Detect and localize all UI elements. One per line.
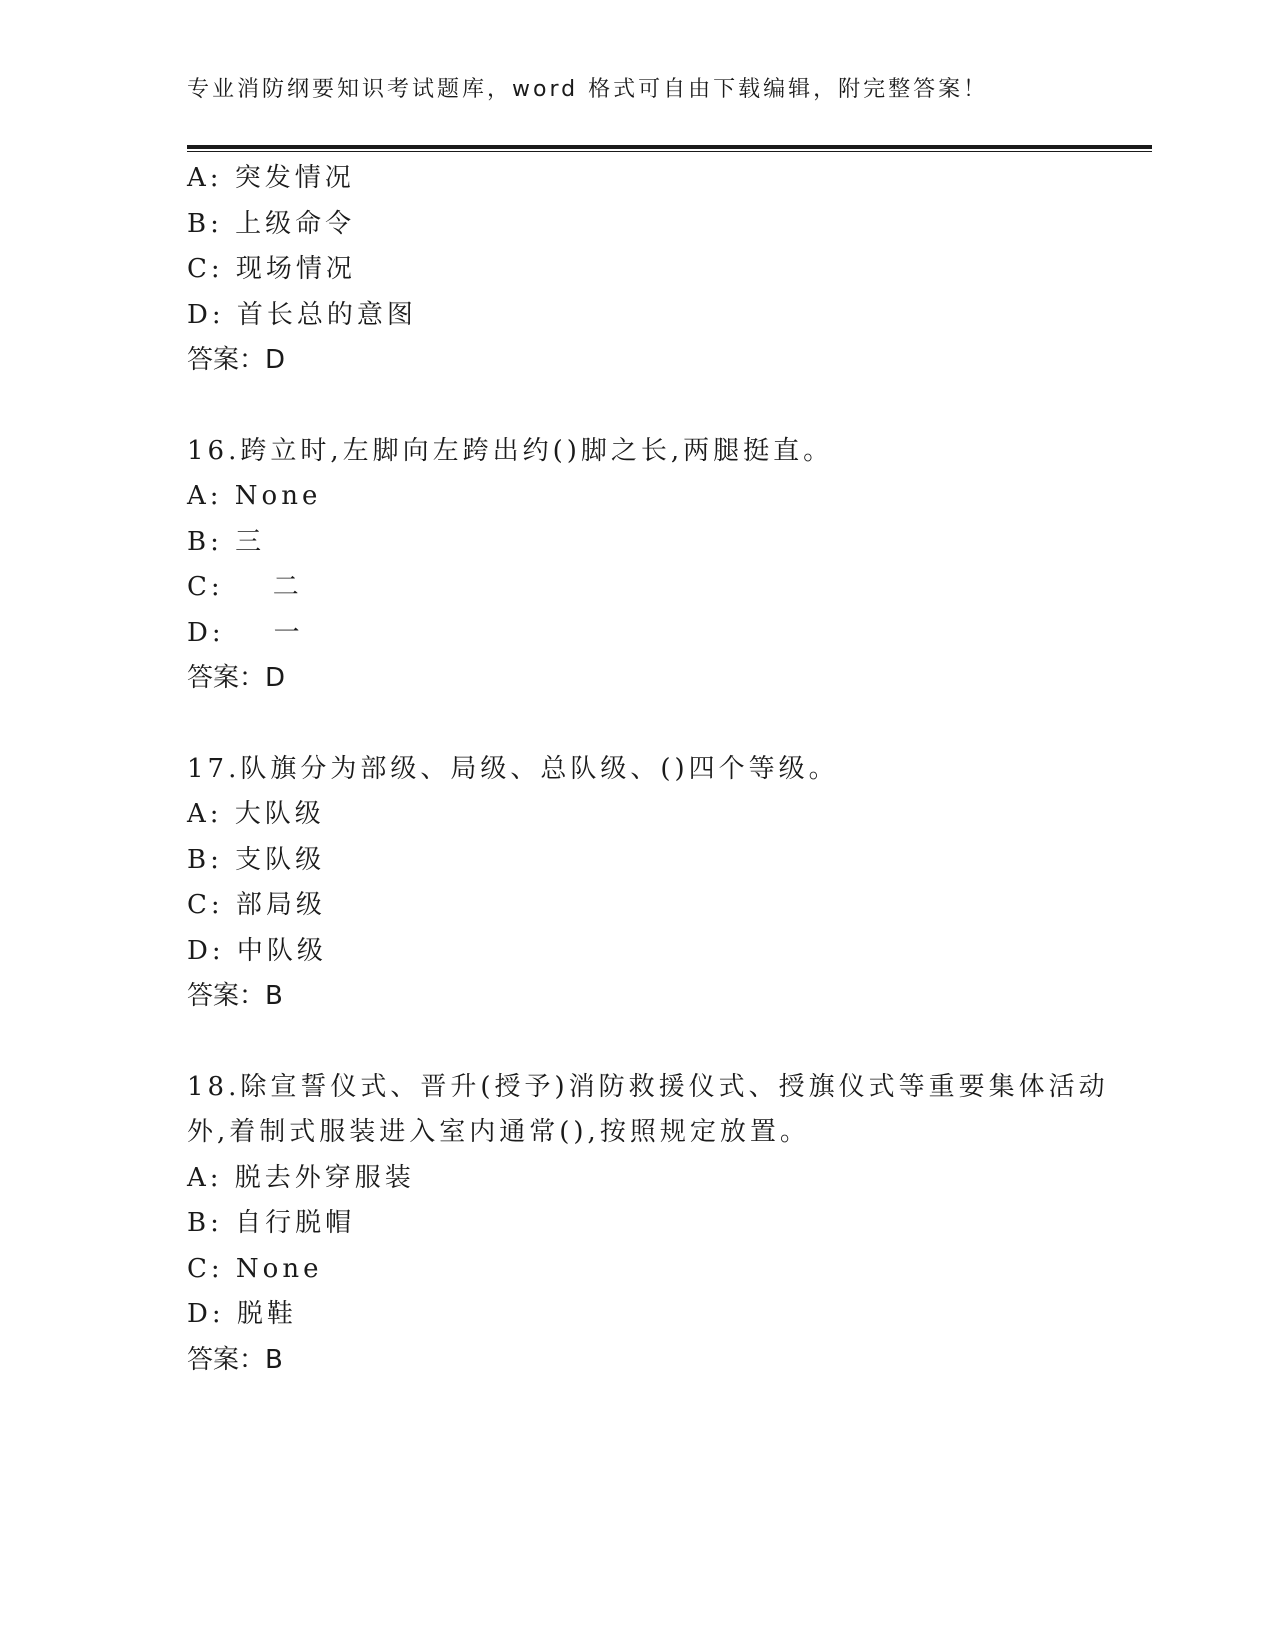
question-stem: 17.队旗分为部级、局级、总队级、()四个等级。 — [187, 753, 839, 784]
header-rule-thin — [187, 151, 1152, 152]
answer: 答案：D — [187, 663, 286, 693]
question-18 — [187, 1065, 1109, 1384]
option-d: D: 首长总的意图 — [187, 299, 417, 330]
question-stem: 16.跨立时,左脚向左跨出约()脚之长,两腿挺直。 — [187, 435, 834, 466]
option-b: B: 三 — [187, 526, 266, 557]
question-stem-line-1: 18.除宣誓仪式、晋升(授予)消防救援仪式、授旗仪式等重要集体活动 — [187, 1071, 1109, 1102]
answer: 答案：B — [187, 981, 283, 1011]
option-b: B: 支队级 — [187, 844, 326, 875]
option-a: A: 突发情况 — [187, 163, 355, 193]
option-a: A: 脱去外穿服装 — [187, 1162, 415, 1193]
question-17 — [187, 747, 1087, 1020]
option-c: C: 部局级 — [187, 890, 326, 920]
option-a: A: 大队级 — [187, 799, 325, 829]
option-c: C: 二 — [187, 572, 303, 602]
option-a: A: None — [187, 481, 322, 511]
question-stem-line-2: 外,着制式服装进入室内通常(),按照规定放置。 — [187, 1117, 810, 1147]
option-b: B: 自行脱帽 — [187, 1208, 356, 1238]
option-d: D: 脱鞋 — [187, 1299, 297, 1329]
option-d: D: 中队级 — [187, 935, 327, 966]
answer: 答案：B — [187, 1344, 283, 1375]
question-content — [187, 156, 1109, 1383]
option-b: B: 上级命令 — [187, 208, 356, 239]
page-header: 专业消防纲要知识考试题库，word 格式可自由下载编辑，附完整答案！ — [187, 77, 989, 102]
answer: 答案：D — [187, 345, 286, 375]
question-16 — [187, 429, 1087, 702]
option-c: C: None — [187, 1253, 323, 1284]
question-15 — [187, 156, 1087, 384]
option-c: C: 现场情况 — [187, 254, 356, 284]
header-rule-thick — [187, 145, 1152, 149]
option-d: D: 一 — [187, 617, 304, 648]
